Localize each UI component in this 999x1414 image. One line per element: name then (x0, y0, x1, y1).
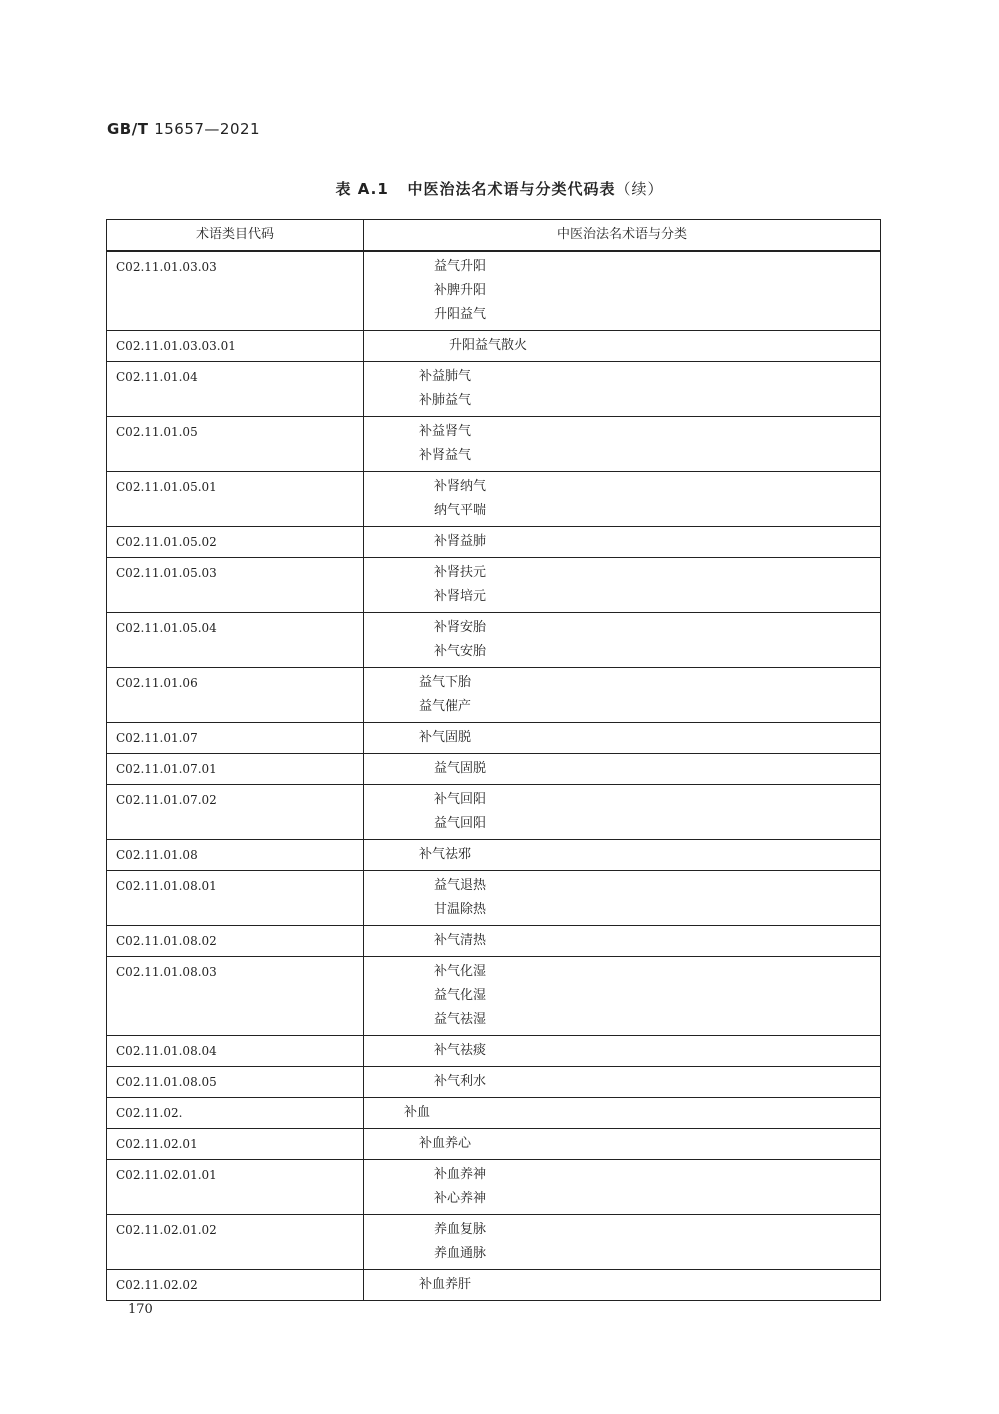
term-text: 益气化湿 (434, 988, 487, 1003)
row-terms (364, 1160, 881, 1215)
standard-number: 15657—2021 (154, 120, 261, 138)
column-header-term: 中医治法名术语与分类 (364, 220, 881, 252)
row-terms (364, 926, 881, 957)
table-row (107, 362, 881, 417)
row-code: C02.11.01.08.03 (107, 957, 364, 1036)
row-terms (364, 613, 881, 668)
term-text: 补气固脱 (419, 730, 472, 745)
standard-prefix: GB/T (107, 120, 149, 138)
row-terms (364, 840, 881, 871)
row-code: C02.11.01.03.03 (107, 251, 364, 331)
row-terms (364, 957, 881, 1036)
term-text: 养血通脉 (434, 1246, 487, 1261)
row-terms (364, 668, 881, 723)
table-row (107, 957, 881, 1036)
term-text: 升阳益气散火 (449, 338, 528, 353)
term-text: 补血养肝 (419, 1277, 472, 1292)
row-code: C02.11.02.02 (107, 1270, 364, 1301)
table-row (107, 558, 881, 613)
table-row (107, 785, 881, 840)
row-terms (364, 1215, 881, 1270)
row-terms (364, 1270, 881, 1301)
term-text: 补气安胎 (434, 644, 487, 659)
row-code: C02.11.01.07.01 (107, 754, 364, 785)
table-row (107, 668, 881, 723)
row-code: C02.11.01.08.01 (107, 871, 364, 926)
table-row (107, 331, 881, 362)
table-name: 中医治法名术语与分类代码表 (407, 180, 616, 198)
table-row (107, 840, 881, 871)
table-row (107, 723, 881, 754)
term-text: 益气催产 (419, 699, 472, 714)
row-terms (364, 871, 881, 926)
table-row (107, 1160, 881, 1215)
row-code: C02.11.02.01.02 (107, 1215, 364, 1270)
term-text: 补肾纳气 (434, 479, 487, 494)
term-text: 益气祛湿 (434, 1012, 487, 1027)
table-row (107, 926, 881, 957)
term-text: 补肾益肺 (434, 534, 487, 549)
term-text: 补血养神 (434, 1167, 487, 1182)
row-terms (364, 362, 881, 417)
table-row (107, 251, 881, 331)
row-terms (364, 723, 881, 754)
row-code: C02.11.01.05.03 (107, 558, 364, 613)
page-number: 170 (128, 1302, 153, 1317)
row-code: C02.11.01.08.04 (107, 1036, 364, 1067)
row-code: C02.11.02.01 (107, 1129, 364, 1160)
standard-id (107, 120, 260, 138)
term-text: 补脾升阳 (434, 283, 487, 298)
term-text: 补益肾气 (419, 424, 472, 439)
term-text: 益气退热 (434, 878, 487, 893)
term-text: 补血养心 (419, 1136, 472, 1151)
row-terms (364, 331, 881, 362)
row-code: C02.11.02. (107, 1098, 364, 1129)
term-text: 补肾安胎 (434, 620, 487, 635)
row-code: C02.11.01.05 (107, 417, 364, 472)
row-code: C02.11.02.01.01 (107, 1160, 364, 1215)
row-code: C02.11.01.08 (107, 840, 364, 871)
table-body (107, 251, 881, 1301)
row-terms (364, 417, 881, 472)
row-terms (364, 1067, 881, 1098)
table-row (107, 754, 881, 785)
term-text: 益气下胎 (419, 675, 472, 690)
term-text: 补气化湿 (434, 964, 487, 979)
row-terms (364, 785, 881, 840)
table-row (107, 1215, 881, 1270)
term-text: 补气回阳 (434, 792, 487, 807)
row-terms (364, 1129, 881, 1160)
term-text: 升阳益气 (434, 307, 487, 322)
row-code: C02.11.01.07.02 (107, 785, 364, 840)
row-code: C02.11.01.08.02 (107, 926, 364, 957)
row-terms (364, 1036, 881, 1067)
row-terms (364, 251, 881, 331)
table-row (107, 527, 881, 558)
term-text: 补气利水 (434, 1074, 487, 1089)
table-row (107, 613, 881, 668)
table-row (107, 472, 881, 527)
term-text: 补气清热 (434, 933, 487, 948)
term-text: 养血复脉 (434, 1222, 487, 1237)
row-code: C02.11.01.03.03.01 (107, 331, 364, 362)
column-header-code: 术语类目代码 (107, 220, 364, 252)
term-text: 补气祛邪 (419, 847, 472, 862)
term-text: 补心养神 (434, 1191, 487, 1206)
table-header-row (107, 220, 881, 252)
row-terms (364, 527, 881, 558)
row-terms (364, 558, 881, 613)
table-title (0, 178, 999, 199)
term-text: 益气回阳 (434, 816, 487, 831)
row-terms (364, 472, 881, 527)
row-code: C02.11.01.06 (107, 668, 364, 723)
row-code: C02.11.01.08.05 (107, 1067, 364, 1098)
table-row (107, 1067, 881, 1098)
code-table (106, 219, 881, 1301)
term-text: 补肺益气 (419, 393, 472, 408)
row-code: C02.11.01.04 (107, 362, 364, 417)
table-label: 表 A.1 (335, 180, 389, 198)
table-row (107, 871, 881, 926)
table-row (107, 417, 881, 472)
term-text: 补血 (404, 1105, 431, 1120)
table-row (107, 1270, 881, 1301)
table-continued: （续） (615, 180, 664, 198)
term-text: 补肾培元 (434, 589, 487, 604)
term-text: 益气固脱 (434, 761, 487, 776)
term-text: 益气升阳 (434, 259, 487, 274)
row-code: C02.11.01.05.04 (107, 613, 364, 668)
term-text: 补肾益气 (419, 448, 472, 463)
row-terms (364, 1098, 881, 1129)
row-code: C02.11.01.07 (107, 723, 364, 754)
term-text: 补益肺气 (419, 369, 472, 384)
row-code: C02.11.01.05.01 (107, 472, 364, 527)
term-text: 甘温除热 (434, 902, 487, 917)
term-text: 补气祛痰 (434, 1043, 487, 1058)
row-code: C02.11.01.05.02 (107, 527, 364, 558)
table-row (107, 1036, 881, 1067)
row-terms (364, 754, 881, 785)
table-row (107, 1129, 881, 1160)
table-row (107, 1098, 881, 1129)
term-text: 补肾扶元 (434, 565, 487, 580)
term-text: 纳气平喘 (434, 503, 487, 518)
